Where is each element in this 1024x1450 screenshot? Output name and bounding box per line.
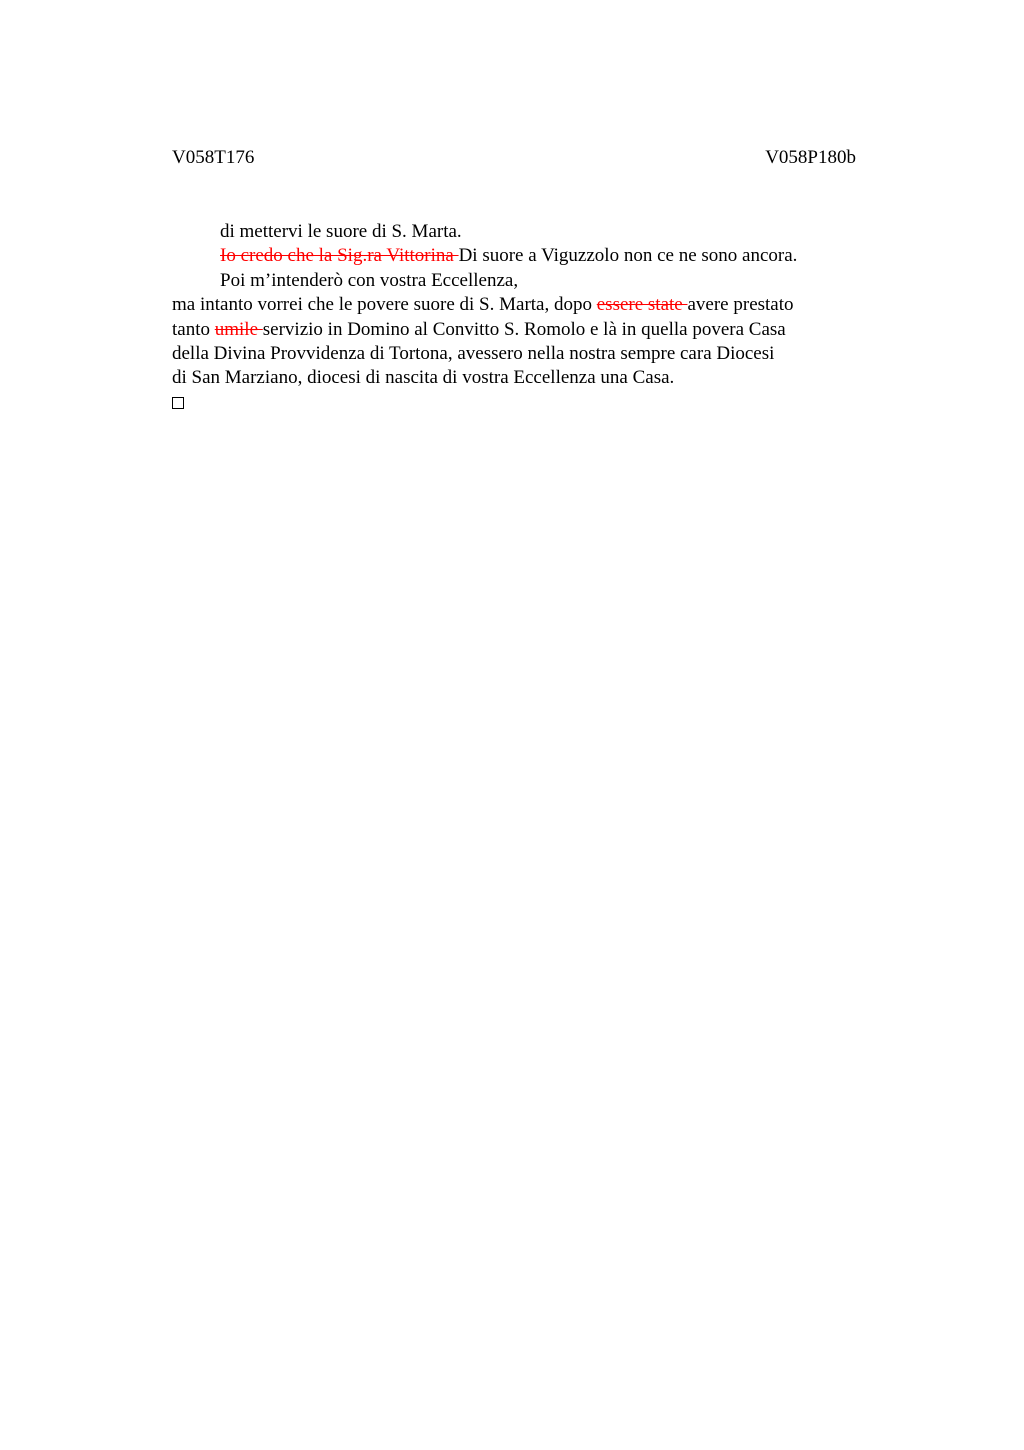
body-line-3: Poi m’intenderò con vostra Eccellenza, xyxy=(220,269,519,291)
end-marker-box-icon xyxy=(172,397,184,409)
deleted-text-2: essere state xyxy=(596,294,688,316)
body-line-4-part-b: avere prestato xyxy=(687,294,794,316)
body-line-2-text: Di suore a Viguzzolo non ce ne sono ancora. xyxy=(458,245,798,267)
document-code-right: V058P180b xyxy=(765,147,856,168)
body-line-5 xyxy=(172,318,862,342)
body-line-6: della Divina Provvidenza di Tortona, avessero nella nostra sempre cara Diocesi xyxy=(172,343,775,365)
deleted-text-3: umile xyxy=(214,318,263,340)
body-line-7: di San Marziano, diocesi di nascita di vostra Eccellenza una Casa. xyxy=(172,367,675,389)
body-line-5-part-a: tanto xyxy=(172,318,215,340)
body-line-4 xyxy=(172,293,862,317)
body-line-5-part-b: servizio in Domino al Convitto S. Romolo e là in quella povera Casa xyxy=(262,318,786,340)
body-line-2 xyxy=(172,244,862,268)
letter-body xyxy=(172,220,862,416)
deleted-text-1: Io credo che la Sig.ra Vittorina xyxy=(220,245,459,267)
body-line-4-part-a: ma intanto vorrei che le povere suore di S. Marta, dopo xyxy=(172,294,597,316)
document-code-left: V058T176 xyxy=(172,147,255,168)
body-line-1: di mettervi le suore di S. Marta. xyxy=(220,221,462,242)
